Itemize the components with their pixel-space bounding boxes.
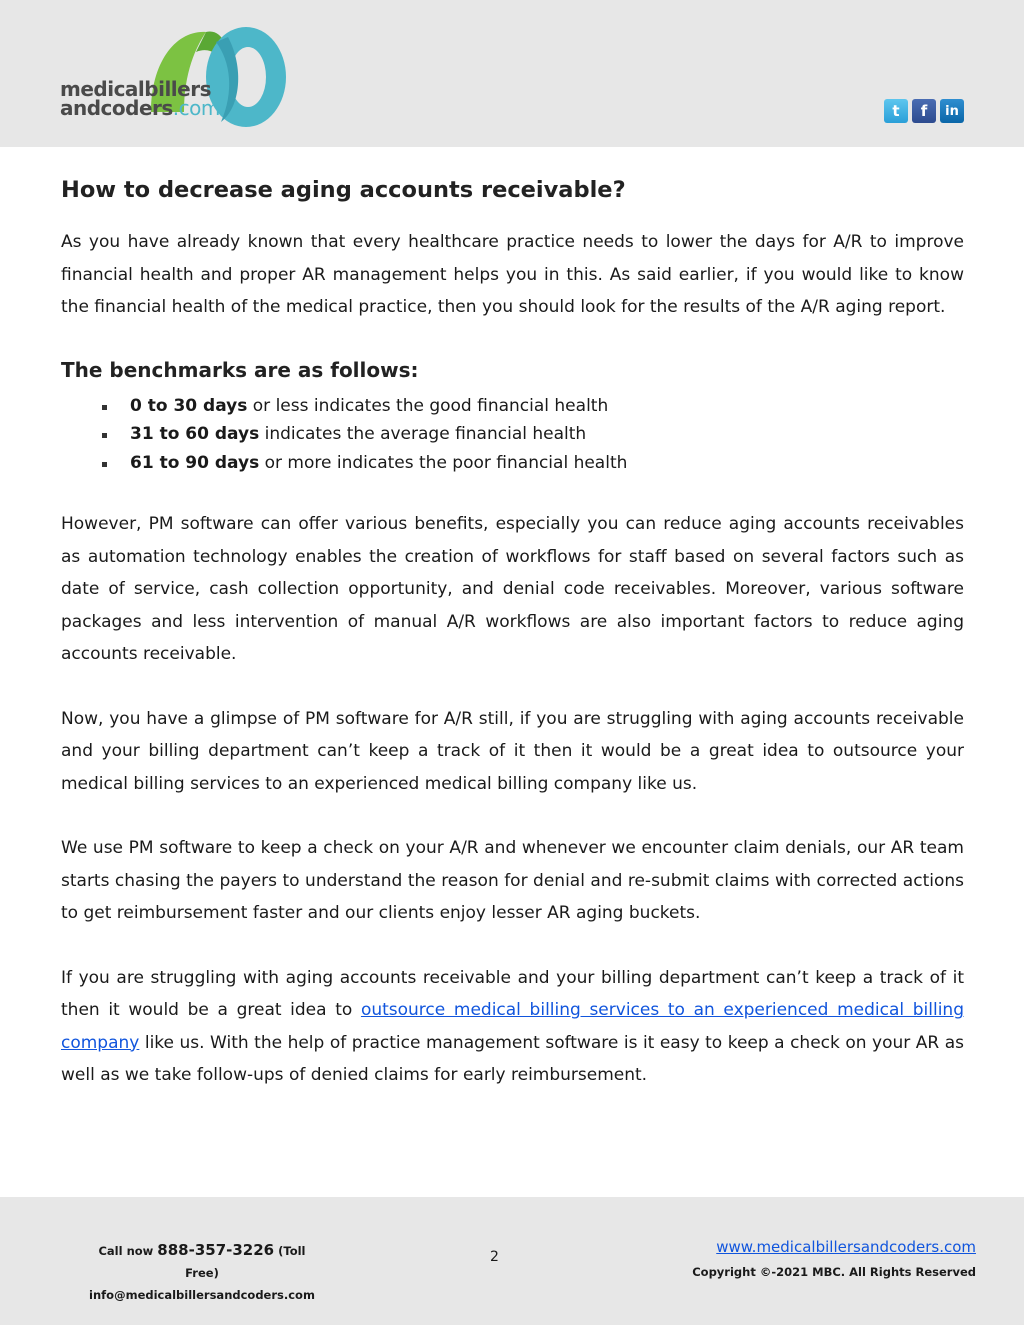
logo-line1: medicalbillers — [60, 77, 211, 101]
email-address[interactable]: info@medicalbillersandcoders.com — [89, 1288, 315, 1302]
benchmark-range: 31 to 60 days — [130, 424, 260, 444]
outsource-paragraph — [61, 962, 964, 1092]
benchmarks-list — [61, 392, 964, 478]
list-item — [61, 449, 964, 478]
list-item — [61, 420, 964, 449]
outsource-link[interactable]: outsource medical billing services to an experienced medical billing company — [61, 1000, 964, 1053]
outsource-text-end: like us. With the help of practice management software is it easy to keep a check on your AR as well as we take follow-ups of denied claims for early reimbursement. — [61, 1032, 964, 1085]
call-label: Call now — [98, 1244, 158, 1258]
website-link[interactable]: www.medicalbillersandcoders.com — [716, 1238, 976, 1256]
footer-site — [692, 1235, 976, 1284]
benchmark-range: 61 to 90 days — [130, 452, 260, 473]
benchmark-text: indicates the average financial health — [259, 424, 587, 444]
toll-free-label: (Toll Free) — [185, 1244, 306, 1280]
benchmark-range: 0 to 30 days — [130, 395, 248, 416]
footer-contact — [82, 1239, 322, 1306]
social-links — [884, 99, 964, 123]
phone-number[interactable]: 888-357-3226 — [157, 1241, 275, 1259]
linkedin-icon[interactable]: in — [940, 99, 964, 123]
benchmark-text: or more indicates the poor financial health — [259, 452, 628, 473]
page-footer — [0, 1197, 1024, 1325]
logo-suffix: .com — [172, 96, 220, 120]
outsource-text-start: If you are struggling with aging accounts receivable and your billing department can’t keep a track of it then it would be a great idea to — [61, 967, 964, 1020]
twitter-icon[interactable]: t — [884, 99, 908, 123]
facebook-icon[interactable]: f — [912, 99, 936, 123]
page-title: How to decrease aging accounts receivable? — [61, 177, 626, 203]
page-header — [0, 0, 1024, 147]
benchmark-text: or less indicates the good financial health — [247, 395, 609, 416]
ar-team-paragraph: We use PM software to keep a check on your A/R and whenever we encounter claim denials, our AR team starts chasing the payers to understand the reason for denial and re-submit claims with corrected actions to get reimbursement faster and our clients enjoy lesser AR aging buckets. — [61, 838, 964, 923]
glimpse-paragraph: Now, you have a glimpse of PM software for A/R still, if you are struggling with aging accounts receivable and your billing department can’t keep a track of it then it would be a great idea to outsource your medical billing services to an experienced medical billing company like us. — [61, 708, 964, 794]
pm-software-paragraph: However, PM software can offer various benefits, especially you can reduce aging accounts receivables as automation technology enables the creation of workflows for staff based on several factors such as date of service, cash collection opportunity, and denial code receivables. Moreover, various software packages and less intervention of manual A/R workflows are also important factors to reduce aging accounts receivable. — [61, 514, 964, 664]
intro-paragraph: As you have already known that every healthcare practice needs to lower the days for A/R to improve financial health and proper AR management helps you in this. As said earlier, if you would like to know the financial health of the medical practice, then you should look for the results of the A/R aging report. — [61, 232, 964, 317]
page-number: 2 — [490, 1249, 499, 1265]
main-content — [61, 170, 964, 1092]
logo-line2: andcoders — [60, 96, 173, 120]
list-item — [61, 392, 964, 421]
benchmarks-heading: The benchmarks are as follows: — [61, 357, 419, 382]
logo-wordmark — [60, 77, 220, 120]
copyright-text: Copyright ©-2021 MBC. All Rights Reserved — [692, 1265, 976, 1279]
